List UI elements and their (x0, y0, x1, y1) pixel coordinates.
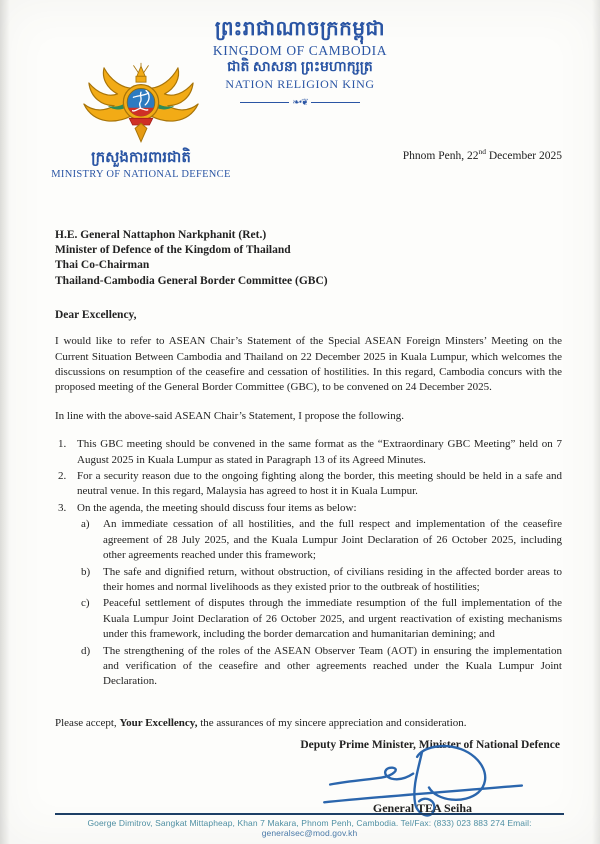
footer-email: generalsec@mod.gov.kh (261, 828, 358, 838)
date-line (403, 147, 562, 162)
sublist-text: An immediate cessation of all hostilities, and the full respect and implementation of the ceasefire agreement of 28 July 2025, and the Kuala Lumpur Joint Declaration of 26 October 2025, including other agreements reached under this framework; (103, 518, 562, 562)
recipient-name: H.E. General Nattaphon Narkphanit (Ret.) (55, 229, 267, 241)
list-item (55, 501, 562, 516)
agenda-sublist (79, 517, 562, 689)
list-text: This GBC meeting should be convened in the same format as the “Extraordinary GBC Meeting” held on 7 August 2025 in Kuala Lumpur as stated in Paragraph 13 of its Agreed Minutes. (77, 438, 562, 466)
recipient-committee: Thailand-Cambodia General Border Committee (GBC) (55, 274, 328, 287)
list-item (55, 469, 562, 500)
closing-excellency: Your Excellency, (119, 716, 198, 729)
date-ordinal: nd (478, 147, 486, 156)
footer-address-bar (55, 813, 564, 838)
kingdom-title-english: KINGDOM OF CAMBODIA (212, 43, 388, 58)
date-rest: December 2025 (486, 149, 562, 162)
closing-prefix: Please accept, (55, 716, 120, 729)
sublist-item (79, 644, 562, 690)
numbered-list (55, 437, 562, 690)
sublist-marker: a) (81, 518, 90, 531)
signer-name: General TEA Seiha (372, 801, 472, 815)
sublist-text: The strengthening of the roles of the ASEAN Observer Team (AOT) in ensuring the implementation and verification of the ceasefire and other agreements reached under the Kuala Lumpur Joint Declaration. (103, 644, 562, 688)
sublist-marker: c) (81, 597, 90, 610)
ministry-name-english: MINISTRY OF NATIONAL DEFENCE (51, 169, 231, 180)
header-divider-ornament: ❧•❦ (240, 97, 360, 108)
paragraph-2: In line with the above-said ASEAN Chair’s Statement, I propose the following. (55, 409, 404, 422)
sublist-marker: b) (81, 565, 91, 578)
list-marker: 2. (58, 470, 67, 483)
closing-suffix: the assurances of my sincere appreciation and consideration. (197, 716, 467, 729)
kingdom-title-khmer: ព្រះរាជាណាចក្រកម្ពុជា (214, 18, 386, 40)
recipient-block (55, 228, 562, 289)
paragraph-1: I would like to refer to ASEAN Chair’s Statement of the Special ASEAN Foreign Minsters’ Meeting on the Current Situation Between Cambodia and Thailand on 22 December 2025 in Kuala Lumpur, which welcomes the discussions on resumption of the ceasefire and cessation of hostilities. In this regard, Cambodia concurs with the proposed meeting of the General Border Committee (GBC), to be convened on 24 December 2025. (55, 335, 562, 394)
sublist-marker: d) (81, 644, 91, 657)
sublist-item (79, 517, 562, 563)
ministry-name-khmer: ក្រសួងការពារជាតិ (91, 150, 191, 166)
sublist-text: Peaceful settlement of disputes through the immediate resumption of the full implementation of the Kuala Lumpur Joint Declaration of 26 October 2025, and urgent reactivation of existing mechanisms under this framework, including the border demarcation and humanitarian demining; and (103, 597, 562, 641)
sublist-item (79, 565, 562, 596)
list-text: For a security reason due to the ongoing fighting along the border, this meeting should be held in a safe and neutral venue. In this regard, Malaysia has agreed to host it in Kuala Lumpur. (77, 470, 562, 498)
date-city-day: Phnom Penh, 22 (402, 149, 479, 162)
ministry-crest-icon (77, 62, 205, 146)
ministry-block (50, 62, 232, 181)
list-marker: 3. (58, 501, 67, 514)
motto-khmer: ជាតិ សាសនា ព្រះមហាក្សត្រ (227, 60, 373, 75)
sublist-item (79, 596, 562, 642)
letter-body (55, 228, 562, 731)
motto-english: NATION RELIGION KING (225, 77, 375, 91)
sublist-text: The safe and dignified return, without obstruction, of civilians residing in the affected border areas to their homes and normal livelihoods as they existed prior to the outbreak of hostilities; (103, 565, 562, 593)
signer-title: Deputy Prime Minister, Minister of National Defence (300, 739, 560, 751)
list-item (55, 437, 562, 468)
footer-address: Goerge Dimitrov, Sangkat Mittapheap, Khan 7 Makara, Phnom Penh, Cambodia. Tel/Fax: (833) 023 883 274 Email: (87, 818, 532, 828)
salutation: Dear Excellency, (55, 308, 137, 321)
recipient-title: Minister of Defence of the Kingdom of Thailand (55, 244, 291, 257)
recipient-role: Thai Co-Chairman (55, 259, 150, 272)
list-marker: 1. (58, 438, 67, 451)
list-text: On the agenda, the meeting should discuss four items as below: (77, 501, 357, 514)
closing-line (55, 716, 562, 731)
